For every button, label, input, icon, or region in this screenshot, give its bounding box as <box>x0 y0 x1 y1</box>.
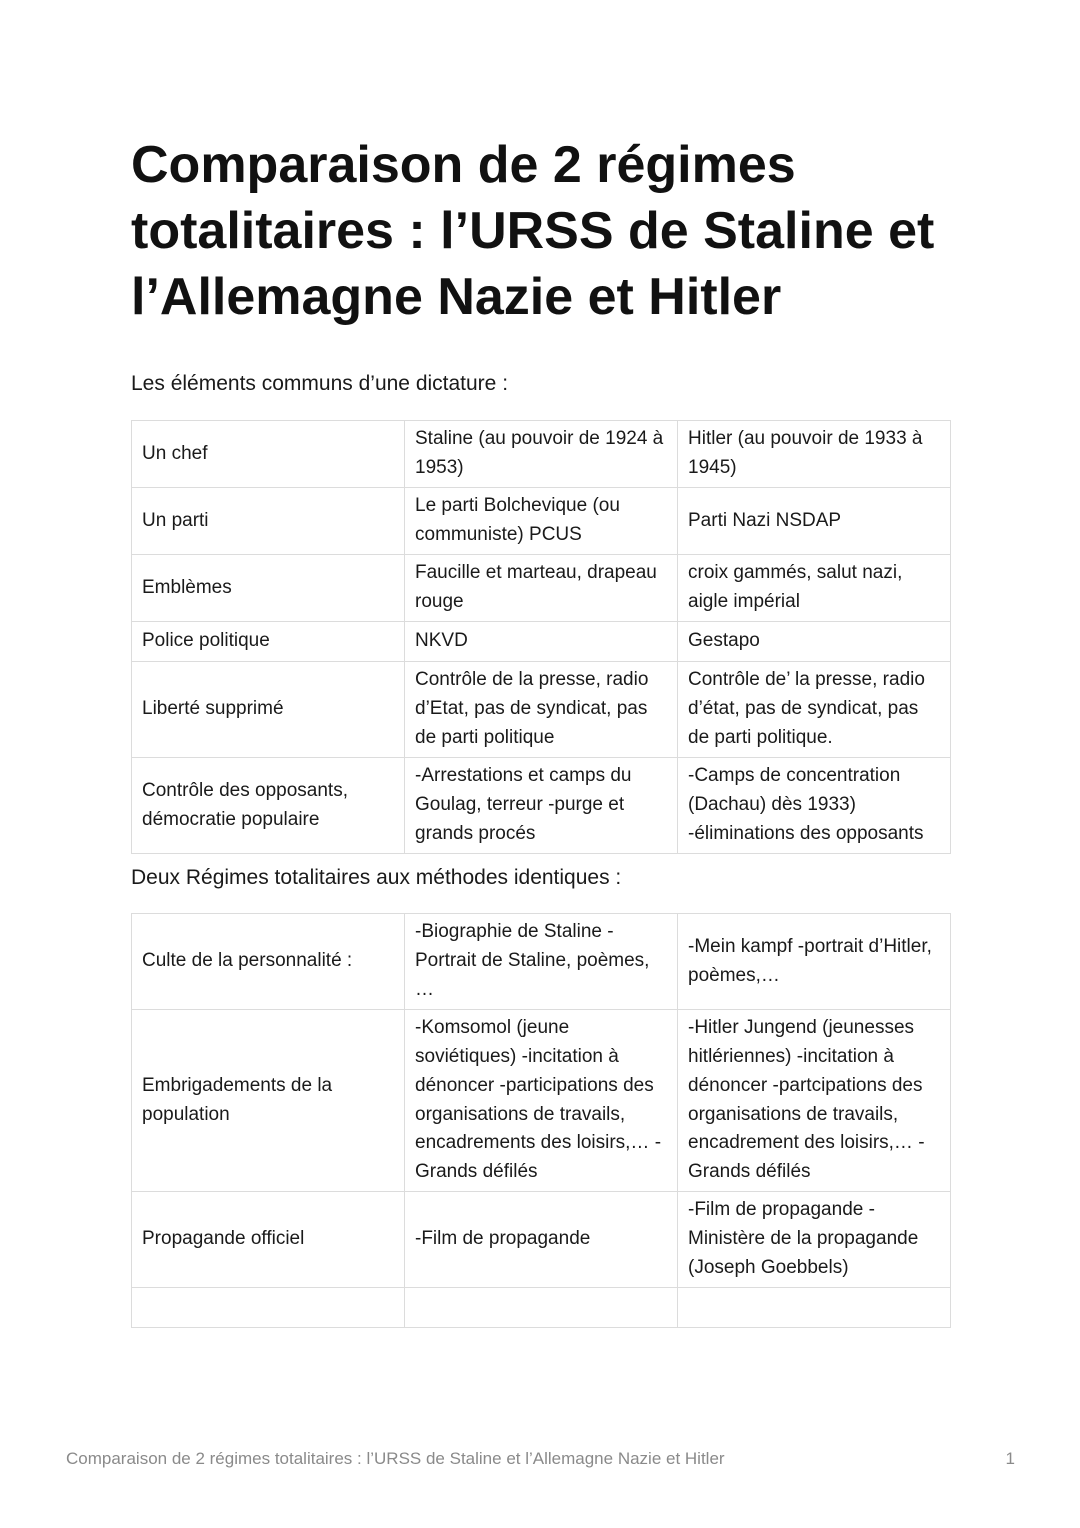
urss-cell: Le parti Bolchevique (ou communiste) PCUS <box>405 488 678 555</box>
germany-cell: -Hitler Jungend (jeunesses hitlériennes) -incitation à dénoncer -partcipations des organisations de travails, encadrement des loisirs,… - Grands défilés <box>678 1010 951 1192</box>
table-row <box>132 555 951 622</box>
row-label-cell: Propagande officiel <box>132 1192 405 1288</box>
germany-cell: Gestapo <box>678 622 951 662</box>
table-row <box>132 662 951 758</box>
germany-cell <box>678 1288 951 1328</box>
urss-cell <box>405 1288 678 1328</box>
urss-cell: NKVD <box>405 622 678 662</box>
row-label-cell: Contrôle des opposants, démocratie populaire <box>132 758 405 854</box>
germany-cell: Parti Nazi NSDAP <box>678 488 951 555</box>
germany-cell: Contrôle de’ la presse, radio d’état, pas de syndicat, pas de parti politique. <box>678 662 951 758</box>
table-row <box>132 1010 951 1192</box>
table-row <box>132 1192 951 1288</box>
urss-cell: Faucille et marteau, drapeau rouge <box>405 555 678 622</box>
row-label-cell: Embrigadements de la population <box>132 1010 405 1192</box>
row-label-cell: Emblèmes <box>132 555 405 622</box>
urss-cell: Contrôle de la presse, radio d’Etat, pas de syndicat, pas de parti politique <box>405 662 678 758</box>
germany-cell: croix gammés, salut nazi, aigle impérial <box>678 555 951 622</box>
page-number: 1 <box>1005 1449 1015 1468</box>
table-row <box>132 488 951 555</box>
row-label-cell: Culte de la personnalité : <box>132 914 405 1010</box>
comparison-table-methods <box>131 913 951 1328</box>
row-label-cell <box>132 1288 405 1328</box>
urss-cell: -Komsomol (jeune soviétiques) -incitation à dénoncer -participations des organisations de travails, encadrements des loisirs,… - Grands défilés <box>405 1010 678 1192</box>
document-title: Comparaison de 2 régimes totalitaires : l’URSS de Staline et l’Allemagne Nazie et Hitler <box>131 136 935 326</box>
urss-cell: -Arrestations et camps du Goulag, terreur -purge et grands procés <box>405 758 678 854</box>
row-label-cell: Un chef <box>132 421 405 488</box>
table-row <box>132 914 951 1010</box>
table-row <box>132 622 951 662</box>
row-label-cell: Liberté supprimé <box>132 662 405 758</box>
germany-cell: -Film de propagande - Ministère de la propagande (Joseph Goebbels) <box>678 1192 951 1288</box>
row-label-cell: Un parti <box>132 488 405 555</box>
section-heading-common-elements: Les éléments communs d’une dictature : <box>131 372 509 395</box>
germany-cell: Hitler (au pouvoir de 1933 à 1945) <box>678 421 951 488</box>
urss-cell: -Film de propagande <box>405 1192 678 1288</box>
table-row <box>132 421 951 488</box>
section-heading-identical-methods: Deux Régimes totalitaires aux méthodes identiques : <box>131 866 622 889</box>
comparison-table-dictatorship <box>131 420 951 854</box>
germany-cell: -Mein kampf -portrait d’Hitler, poèmes,… <box>678 914 951 1010</box>
table-row-empty <box>132 1288 951 1328</box>
urss-cell: Staline (au pouvoir de 1924 à 1953) <box>405 421 678 488</box>
table-row <box>132 758 951 854</box>
page-footer: Comparaison de 2 régimes totalitaires : l’URSS de Staline et l’Allemagne Nazie et Hitler <box>66 1449 725 1468</box>
row-label-cell: Police politique <box>132 622 405 662</box>
germany-cell: -Camps de concentration (Dachau) dès 1933) -éliminations des opposants <box>678 758 951 854</box>
urss-cell: -Biographie de Staline - Portrait de Staline, poèmes, … <box>405 914 678 1010</box>
